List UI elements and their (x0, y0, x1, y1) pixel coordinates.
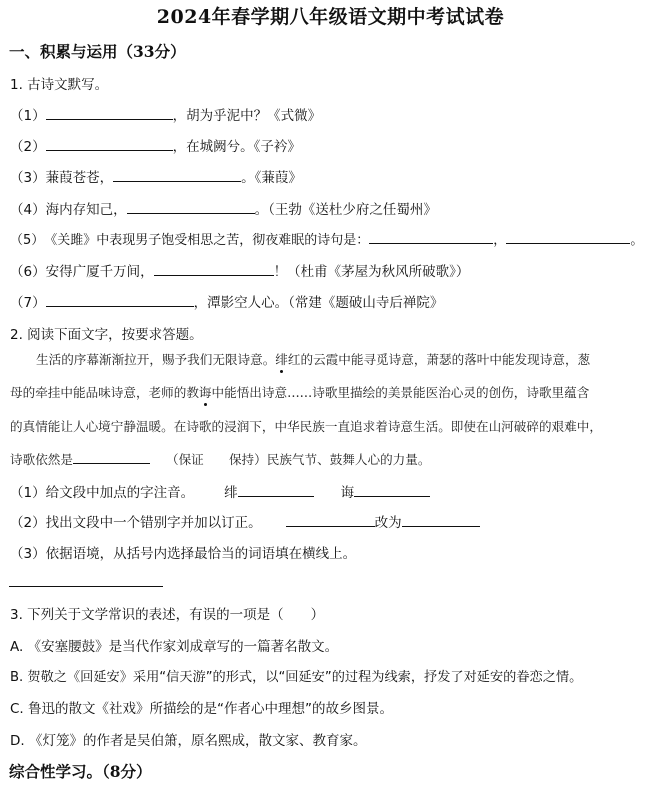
q2-sub-2 (10, 511, 480, 531)
option-c[interactable]: C. 鲁迅的散文《社戏》所描绘的是“作者心中理想”的故乡图景。 (10, 701, 393, 717)
q1-line-2 (10, 135, 301, 155)
word-label: 改为 (374, 515, 402, 531)
q2-stem: 2. 阅读下面文字，按要求答题。 (10, 327, 203, 343)
dotted-char: 诲 (199, 382, 212, 401)
passage-text: （保证 保持）民族气节、鼓舞人心的力量。 (165, 452, 431, 467)
option-b[interactable]: B. 贺敬之《回延安》采用“信天游”的形式，以“回延安”的过程为线索，抒发了对延安的眷恋之情。 (10, 670, 583, 685)
item-number: （1） (10, 108, 46, 124)
answer-blank[interactable] (238, 482, 314, 497)
exam-title: 2024年春学期八年级语文期中考试试卷 (156, 6, 505, 28)
line-text: ，潭影空人心。（常建《题破山寺后禅院》 (193, 295, 444, 311)
item-number: （6） (10, 264, 46, 280)
line-text: 蒹葭苍苍， (45, 170, 114, 186)
passage-line-2 (10, 382, 652, 401)
answer-blank[interactable] (402, 512, 480, 527)
q1-line-3 (10, 166, 302, 186)
passage-text: 诗歌依然是 (10, 452, 73, 467)
answer-blank[interactable] (127, 199, 255, 214)
line-text: 安得广厦千万间， (45, 264, 154, 280)
q1-line-5 (10, 229, 643, 248)
line-text: ！（杜甫《茅屋为秋风所破歌》） (273, 264, 470, 280)
line-text: 《关雎》中表现男子饱受相思之苦，彻夜难眠的诗句是： (44, 233, 370, 248)
item-number: （7） (10, 295, 46, 311)
line-text: 。 (630, 233, 644, 248)
answer-blank[interactable] (369, 229, 493, 244)
line-text: 。《蒹葭》 (241, 170, 302, 186)
q1-line-6 (10, 260, 469, 280)
line-text: ，在城阙兮。《子衿》 (172, 139, 301, 155)
passage-text: 生活的序幕渐渐拉开，赐予我们无限诗意。 (36, 352, 276, 367)
q3-stem: 3. 下列关于文学常识的表述，有误的一项是（ ） (10, 607, 325, 623)
q1-line-1 (10, 104, 321, 124)
answer-blank[interactable] (506, 229, 630, 244)
line-text: 。（王勃《送杜少府之任蜀州》 (254, 202, 437, 218)
item-number: （5） (10, 233, 45, 248)
passage-text: 母的牵挂中能品味诗意，老师的教 (10, 385, 199, 400)
line-text: ， (493, 233, 507, 248)
section-heading-2: 综合性学习。（8分） (9, 762, 152, 781)
answer-blank[interactable] (9, 586, 163, 587)
passage-text: 中能悟出诗意……诗歌里描绘的美景能医治心灵的创伤，诗歌里蕴含 (211, 385, 590, 400)
answer-blank[interactable] (286, 512, 375, 527)
option-a[interactable]: A. 《安塞腰鼓》是当代作家刘成章写的一篇著名散文。 (10, 639, 339, 655)
passage-text: 红的云霞中能寻觅诗意，萧瑟的落叶中能发现诗意，葱 (287, 352, 591, 367)
dotted-char: 绯 (275, 349, 288, 368)
line-text: 海内存知己， (45, 202, 127, 218)
word-label: 诲 (340, 485, 355, 501)
sub-question: （1）给文段中加点的字注音。 (10, 485, 195, 501)
item-number: （3） (10, 170, 46, 186)
item-number: （2） (10, 139, 46, 155)
answer-blank[interactable] (354, 482, 430, 497)
answer-blank[interactable] (46, 292, 194, 307)
answer-blank[interactable] (113, 167, 241, 182)
answer-blank[interactable] (46, 105, 173, 120)
sub-question: （2）找出文段中一个错别字并加以订正。 (10, 515, 262, 531)
answer-blank[interactable] (73, 449, 150, 464)
line-text: ，胡为乎泥中？《式微》 (172, 108, 322, 124)
q1-line-4 (10, 198, 437, 218)
answer-blank[interactable] (154, 261, 274, 276)
answer-blank[interactable] (46, 136, 173, 151)
passage-line-3: 的真情能让人心境宁静温暖。在诗歌的浸润下，中华民族一直追求着诗意生活。即使在山河破碎的艰难中， (10, 419, 602, 434)
q1-line-7 (10, 291, 443, 311)
word-label: 绯 (224, 485, 238, 501)
q2-sub-3: （3）依据语境，从括号内选择最恰当的词语填在横线上。 (10, 546, 357, 562)
passage-line-4 (10, 449, 652, 468)
option-d[interactable]: D. 《灯笼》的作者是吴伯箫，原名熙成，散文家、教育家。 (10, 733, 367, 749)
q2-sub-1 (10, 481, 430, 501)
section-heading-1: 一、积累与运用（33分） (9, 42, 186, 61)
passage-line-1 (10, 349, 652, 368)
q1-stem: 1. 古诗文默写。 (10, 77, 109, 93)
item-number: （4） (10, 202, 46, 218)
